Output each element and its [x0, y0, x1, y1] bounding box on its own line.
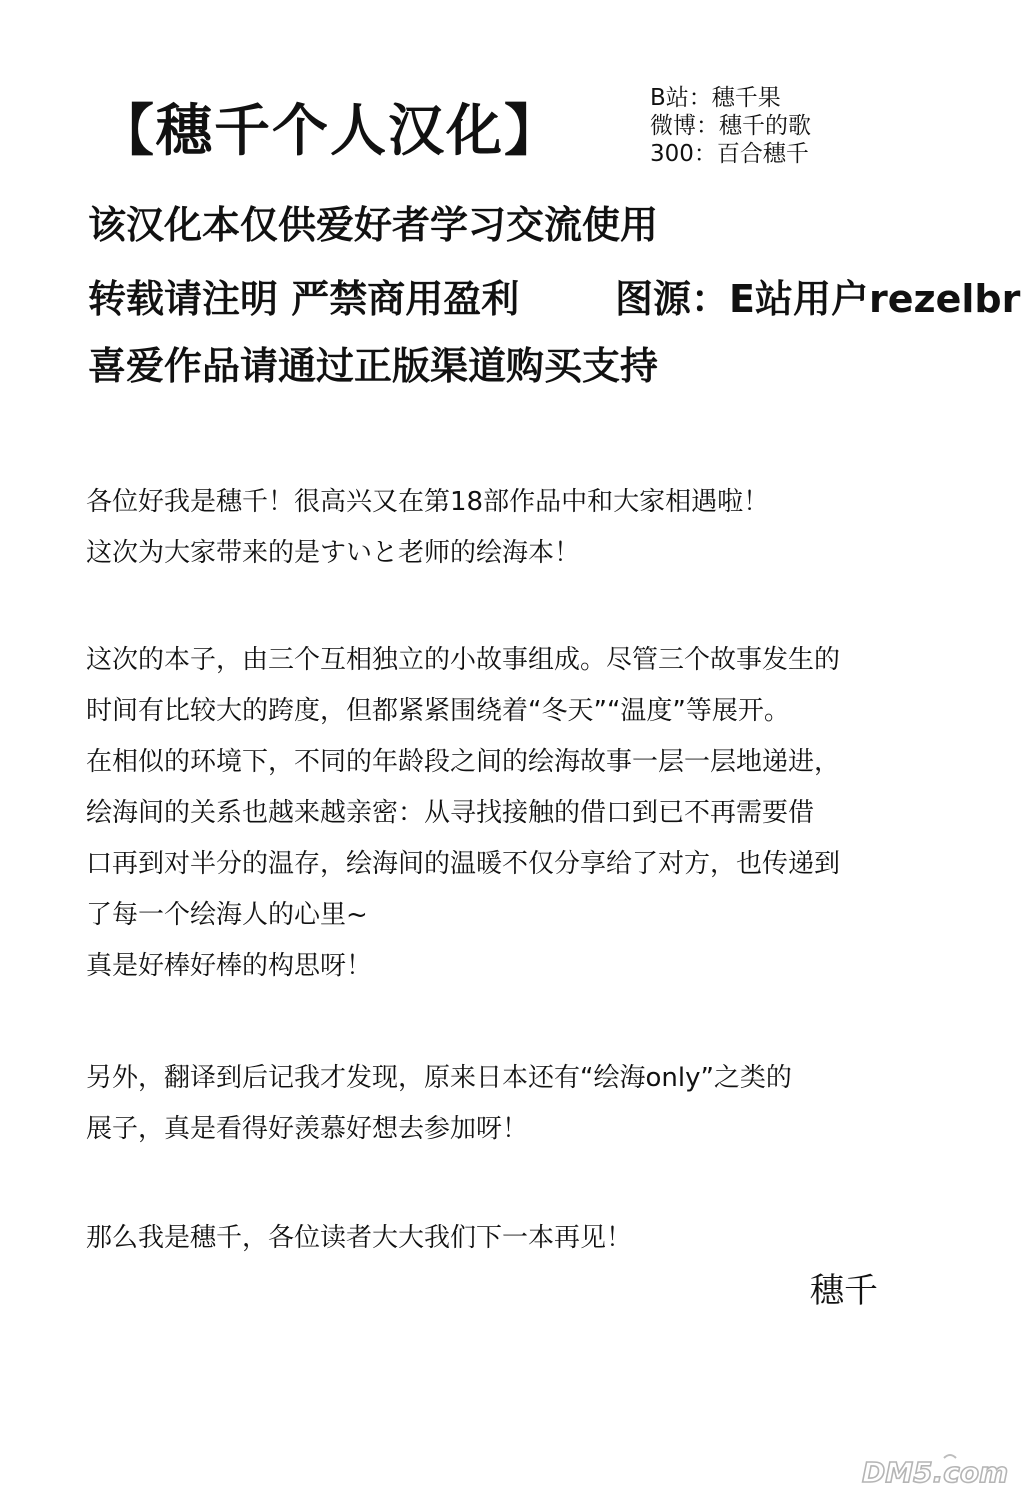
notice-line-3: 喜爱作品请通过正版渠道购买支持	[88, 344, 659, 388]
paragraph-afterword	[86, 1053, 792, 1155]
contact-weibo: 微博：穗千的歌	[650, 113, 811, 139]
text-line: 在相似的环境下，不同的年龄段之间的绘海故事一层一层地递进，	[86, 747, 841, 777]
text-line: 另外，翻译到后记我才发现，原来日本还有“绘海only”之类的	[86, 1063, 792, 1093]
text-line: 展子，真是看得好羡慕好想去参加呀！	[86, 1114, 529, 1144]
text-line: 各位好我是穗千！很高兴又在第18部作品中和大家相遇啦！	[86, 487, 770, 517]
notice-line-2: 转载请注明 严禁商用盈利	[88, 277, 520, 321]
image-source: 图源：E站用户rezelbr	[615, 277, 1021, 321]
text-line: 那么我是穗千，各位读者大大我们下一本再见！	[86, 1223, 633, 1253]
contact-info	[650, 84, 811, 168]
paragraph-greeting	[86, 477, 769, 579]
paragraph-summary	[86, 635, 840, 992]
text-line: 绘海间的关系也越来越亲密：从寻找接触的借口到已不再需要借	[86, 798, 815, 828]
page-title: 【穗千个人汉化】	[98, 99, 562, 164]
text-line: 这次为大家带来的是すいと老师的绘海本！	[86, 538, 581, 568]
text-line: 了每一个绘海人的心里~	[86, 900, 368, 930]
text-line: 时间有比较大的跨度，但都紧紧围绕着“冬天”“温度”等展开。	[86, 696, 790, 726]
paragraph-farewell	[86, 1213, 632, 1264]
text-line: 口再到对半分的温存，绘海间的温暖不仅分享给了对方，也传递到	[86, 849, 841, 879]
notice-line-1: 该汉化本仅供爱好者学习交流使用	[88, 203, 659, 247]
watermark-text: DM5.com	[862, 1456, 1009, 1489]
contact-bilibili: B站：穗千果	[650, 85, 781, 111]
dm5-watermark	[860, 1452, 1010, 1492]
signature: 穗千	[810, 1271, 878, 1311]
contact-300: 300：百合穗千	[650, 141, 809, 167]
dm5-logo-icon	[860, 1452, 1010, 1492]
text-line: 这次的本子，由三个互相独立的小故事组成。尽管三个故事发生的	[86, 645, 841, 675]
text-line: 真是好棒好棒的构思呀！	[86, 951, 373, 981]
